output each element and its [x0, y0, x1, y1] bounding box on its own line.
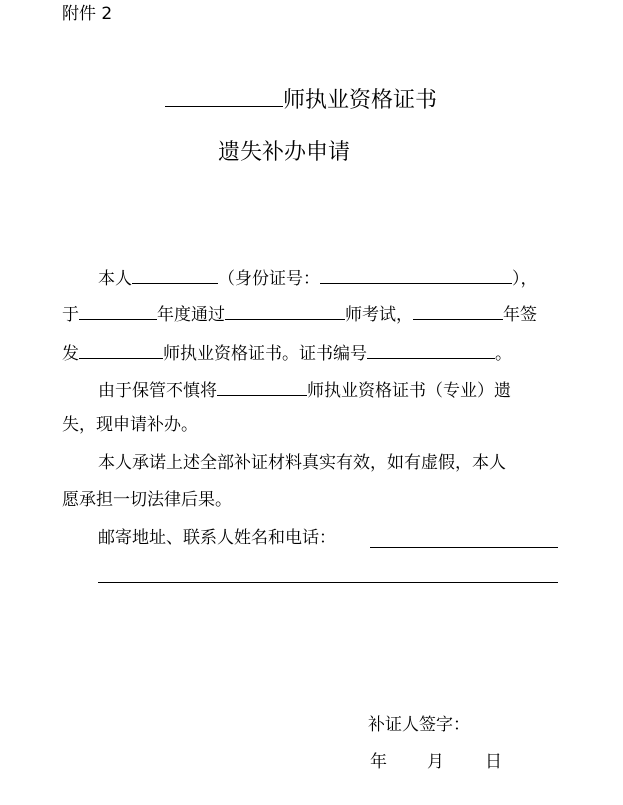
body-line-8: [98, 528, 336, 548]
text-segment: 师执业资格证书（专业）遗: [307, 381, 511, 401]
text-segment: 年度通过: [157, 305, 225, 325]
contact-info-blank-2: [98, 582, 558, 583]
text-segment: 本人: [98, 269, 132, 289]
body-line-7: 愿承担一切法律后果。: [62, 490, 232, 510]
title-blank: [165, 85, 283, 107]
name-blank: [132, 266, 218, 284]
text-segment: ），: [512, 269, 538, 289]
date-month: 月: [427, 752, 444, 772]
signature-label: 补证人签字：: [368, 715, 470, 735]
title-line-1: [165, 85, 437, 114]
id-number-blank: [320, 266, 512, 284]
body-line-5: 失，现申请补办。: [62, 415, 198, 435]
text-segment: （身份证号：: [218, 269, 320, 289]
text-segment: 。: [495, 344, 512, 364]
contact-info-blank: [370, 547, 558, 548]
text-segment: 于: [62, 305, 79, 325]
text-segment: 发: [62, 344, 79, 364]
exam-type-blank: [225, 302, 345, 320]
body-line-2: [62, 302, 537, 325]
body-line-4: [98, 378, 511, 401]
date-day: 日: [485, 752, 502, 772]
title-line-2: 遗失补办申请: [218, 140, 351, 165]
body-line-6: 本人承诺上述全部补证材料真实有效，如有虚假，本人: [98, 453, 506, 473]
text-segment: 年签: [503, 305, 537, 325]
text-segment: 师考试，: [345, 305, 413, 325]
text-segment: 邮寄地址、联系人姓名和电话：: [98, 528, 336, 548]
title-suffix: 师执业资格证书: [283, 88, 438, 113]
body-line-1: [98, 266, 538, 289]
text-segment: 师执业资格证书。证书编号: [163, 344, 367, 364]
body-line-3: [62, 341, 512, 364]
lost-cert-type-blank: [217, 378, 307, 396]
issue-year-blank: [413, 302, 503, 320]
text-segment: 由于保管不慎将: [98, 381, 217, 401]
date-year: 年: [370, 752, 387, 772]
certificate-number-blank: [367, 341, 495, 359]
annex-label: 附件 2: [62, 4, 113, 24]
year-blank: [79, 302, 157, 320]
issue-blank: [79, 341, 163, 359]
